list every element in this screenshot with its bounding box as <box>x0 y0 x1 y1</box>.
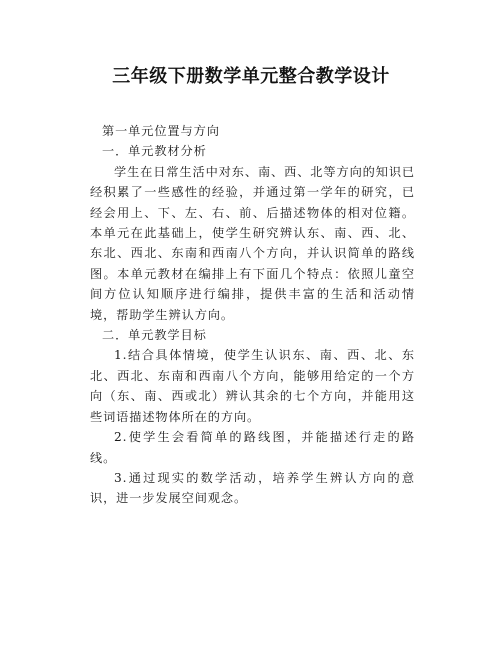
section-heading-goals: 二．单元教学目标 <box>102 328 207 343</box>
goal-item-2: 2.使学生会看简单的路线图，并能描述行走的路线。 <box>90 430 415 465</box>
document-body <box>90 121 415 509</box>
section-heading-analysis: 一．单元教材分析 <box>102 144 207 159</box>
analysis-paragraph: 学生在日常生活中对东、南、西、北等方向的知识已经积累了一些感性的经验，并通过第一学年的研究，已经会用上、下、左、右、前、后描述物体的相对位籍。本单元在此基础上，使学生研究辨认东、南、西、北、东北、西北、东南和西南八个方向，并认识简单的路线图。本单元教材在编排上有下面几个特点：依照儿童空间方位认知顺序进行编排，提供丰富的生活和活动情境，帮助学生辨认方向。 <box>90 164 416 322</box>
document-title: 三年级下册数学单元整合教学设计 <box>112 66 390 87</box>
goal-item-1: 1.结合具体情境，使学生认识东、南、西、北、东北、西北、东南和西南八个方向，能够用给定的一个方向（东、南、西或北）辨认其余的七个方向，并能用这些词语描述物体所在的方向。 <box>90 348 415 424</box>
goal-item-3: 3.通过现实的数学活动，培养学生辨认方向的意识，进一步发展空间观念。 <box>90 470 415 506</box>
unit-heading: 第一单元位置与方向 <box>102 124 220 138</box>
